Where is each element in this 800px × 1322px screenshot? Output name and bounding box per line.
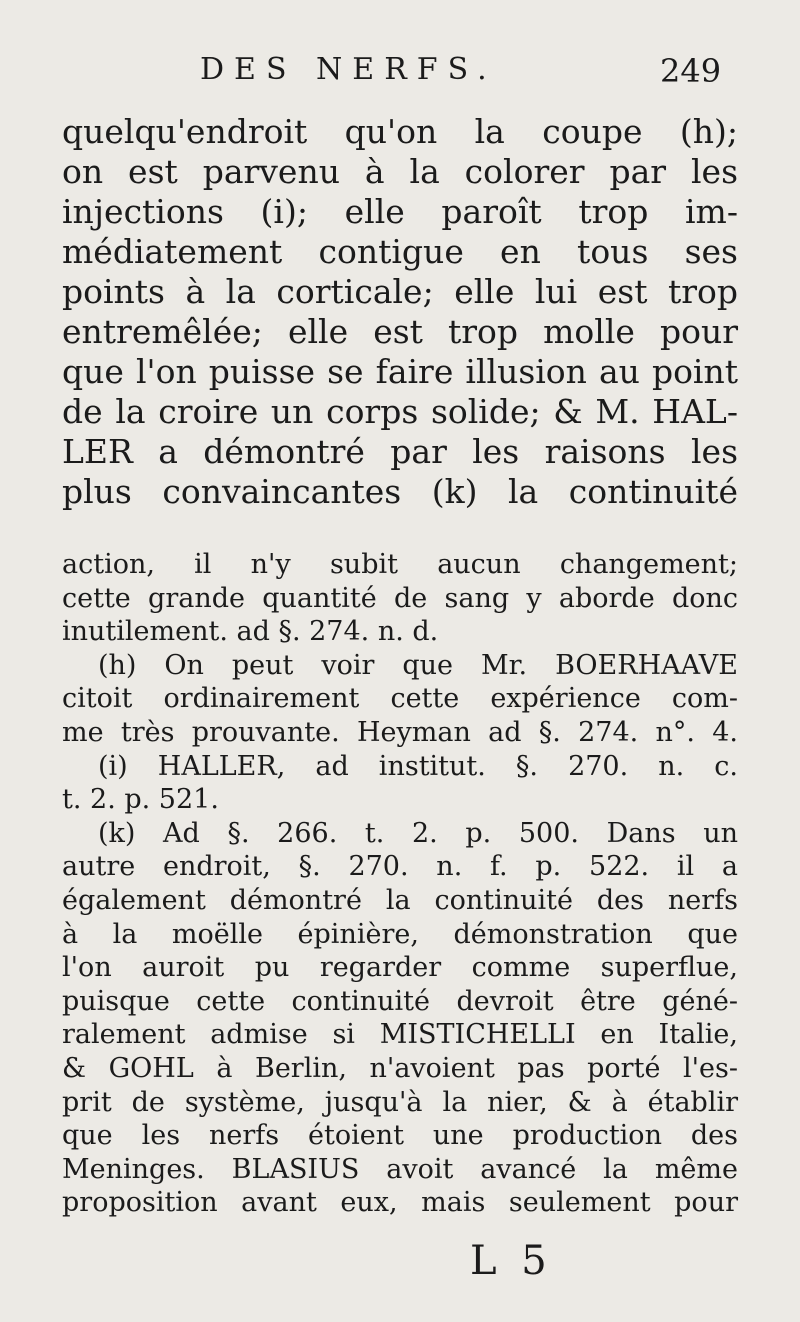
- footnote-line: que les nerfs étoient une production des: [62, 1120, 738, 1152]
- text-line: plus convaincantes (k) la continuité: [62, 472, 738, 511]
- footnote-line: cette grande quantité de sang y aborde donc: [62, 582, 738, 614]
- footnote-line: également démontré la continuité des nerfs: [62, 884, 738, 916]
- footnote-line: à la moëlle épinière, démonstration que: [62, 918, 738, 950]
- text-line: injections (i); elle paroît trop im-: [62, 192, 738, 231]
- main-text: [62, 112, 738, 512]
- footnote-line: l'on auroit pu regarder comme superflue,: [62, 952, 738, 984]
- footnote-line: (k) Ad §. 266. t. 2. p. 500. Dans un: [98, 817, 738, 849]
- footnote-line: action, il n'y subit aucun changement;: [62, 549, 738, 580]
- footnote-line: t. 2. p. 521.: [62, 784, 219, 816]
- running-title: DES NERFS.: [200, 52, 497, 87]
- footnote-line: me très prouvante. Heyman ad §. 274. n°. 4.: [62, 716, 738, 748]
- text-line: LER a démontré par les raisons les: [62, 432, 738, 471]
- text-line: quelqu'endroit qu'on la coupe (h);: [62, 112, 738, 151]
- footnote-line: & GOHL à Berlin, n'avoient pas porté l'es-: [62, 1052, 738, 1084]
- footnote-line: prit de système, jusqu'à la nier, & à établir: [62, 1086, 738, 1118]
- footnotes: [62, 548, 738, 1220]
- text-line: points à la corticale; elle lui est trop: [62, 272, 738, 311]
- page-number: 249: [660, 52, 722, 90]
- footnote-line: autre endroit, §. 270. n. f. p. 522. il a: [62, 851, 738, 883]
- footnote-line: proposition avant eux, mais seulement pour: [62, 1187, 738, 1219]
- footnote-line: (h) On peut voir que Mr. BOERHAAVE: [98, 649, 738, 681]
- footnote-line: Meninges. BLASIUS avoit avancé la même: [62, 1153, 738, 1185]
- footnote-line: citoit ordinairement cette expérience com-: [62, 683, 738, 715]
- page-header: [0, 52, 800, 92]
- text-line: on est parvenu à la colorer par les: [62, 152, 738, 191]
- footnote-line: (i) HALLER, ad institut. §. 270. n. c.: [98, 750, 738, 782]
- text-line: entremêlée; elle est trop molle pour: [62, 312, 738, 351]
- footnote-line: inutilement. ad §. 274. n. d.: [62, 616, 439, 648]
- text-line: de la croire un corps solide; & M. HAL-: [62, 392, 738, 431]
- footnote-line: ralement admise si MISTICHELLI en Italie,: [62, 1019, 738, 1051]
- text-line: que l'on puisse se faire illusion au point: [62, 352, 738, 391]
- text-line: médiatement contigue en tous ses: [62, 232, 738, 271]
- signature-mark: L 5: [470, 1238, 553, 1284]
- footnote-line: puisque cette continuité devroit être géné-: [62, 985, 738, 1017]
